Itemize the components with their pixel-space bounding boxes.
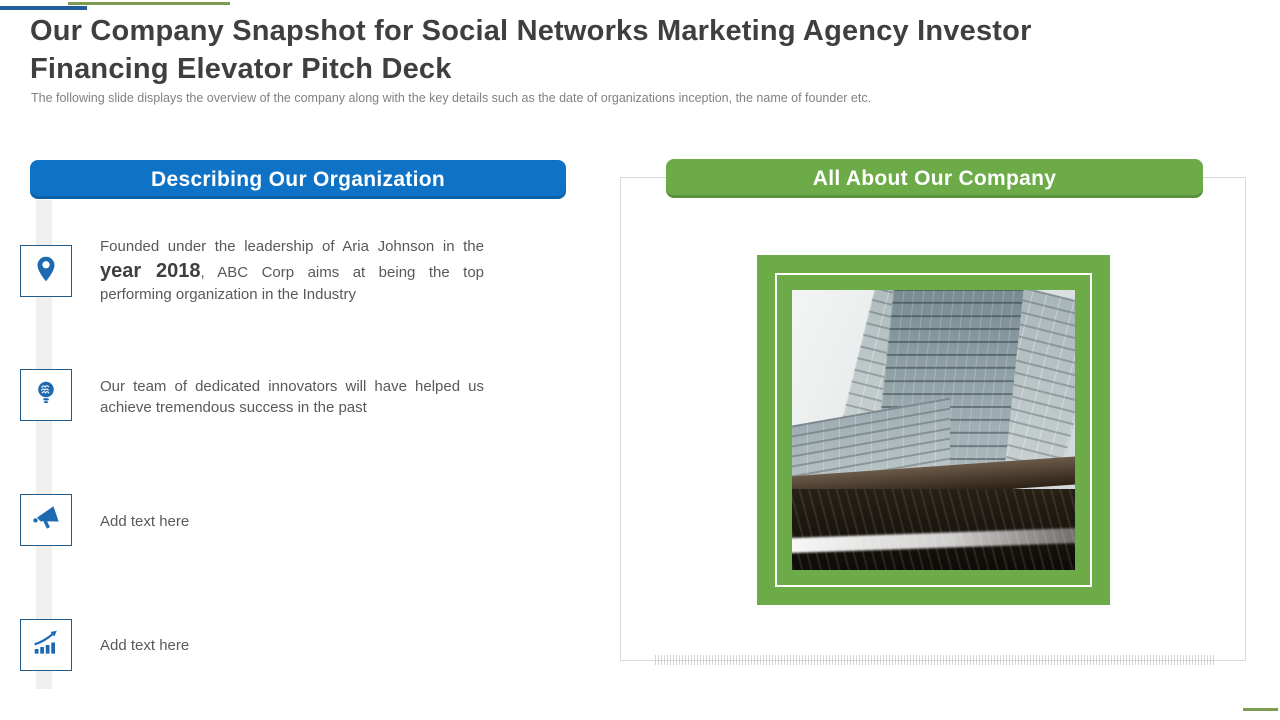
top-green-accent-bar (68, 2, 230, 5)
timeline-icon-box-2 (20, 369, 72, 421)
office-building-photo (792, 290, 1075, 570)
company-image-panel (620, 177, 1246, 661)
timeline-item-1-after: , ABC Corp aims at being the top performing organization in the Industry (100, 263, 485, 304)
right-section-header-label: All About Our Company (812, 166, 1057, 190)
top-blue-accent-bar (0, 6, 87, 10)
timeline-item-text-placeholder-4[interactable]: Add text here (100, 637, 190, 654)
location-pin-icon (31, 254, 61, 289)
left-section-header (30, 160, 566, 199)
bar-chart-growth-icon (31, 628, 61, 663)
timeline-item-text-2: Our team of dedicated innovators will have helped us achieve tremendous success in the past (100, 378, 484, 416)
left-section-header-label: Describing Our Organization (151, 167, 445, 191)
timeline-item-1-highlight: year 2018 (100, 259, 201, 282)
timeline-icon-box-1 (20, 245, 72, 297)
bottom-olive-accent-bar (1243, 708, 1278, 711)
megaphone-icon (31, 503, 61, 538)
timeline-item-text-1 (100, 237, 484, 306)
bottom-tick-strip (655, 655, 1214, 665)
right-section-header (666, 159, 1203, 198)
timeline-item-text-placeholder-3[interactable]: Add text here (100, 513, 190, 530)
page-subtitle: The following slide displays the overview of the company along with the key details such as the date of organizations inception, the name of founder etc. (31, 91, 872, 105)
timeline-icon-box-3 (20, 494, 72, 546)
timeline-icon-box-4 (20, 619, 72, 671)
timeline-item-1-before: Founded under the leadership of Aria Johnson in the (100, 238, 484, 255)
page-title: Our Company Snapshot for Social Networks Marketing Agency Investor Financing Elevator Pitch Deck (30, 15, 1032, 86)
lightbulb-brain-icon (31, 378, 61, 413)
image-green-frame (757, 255, 1110, 605)
